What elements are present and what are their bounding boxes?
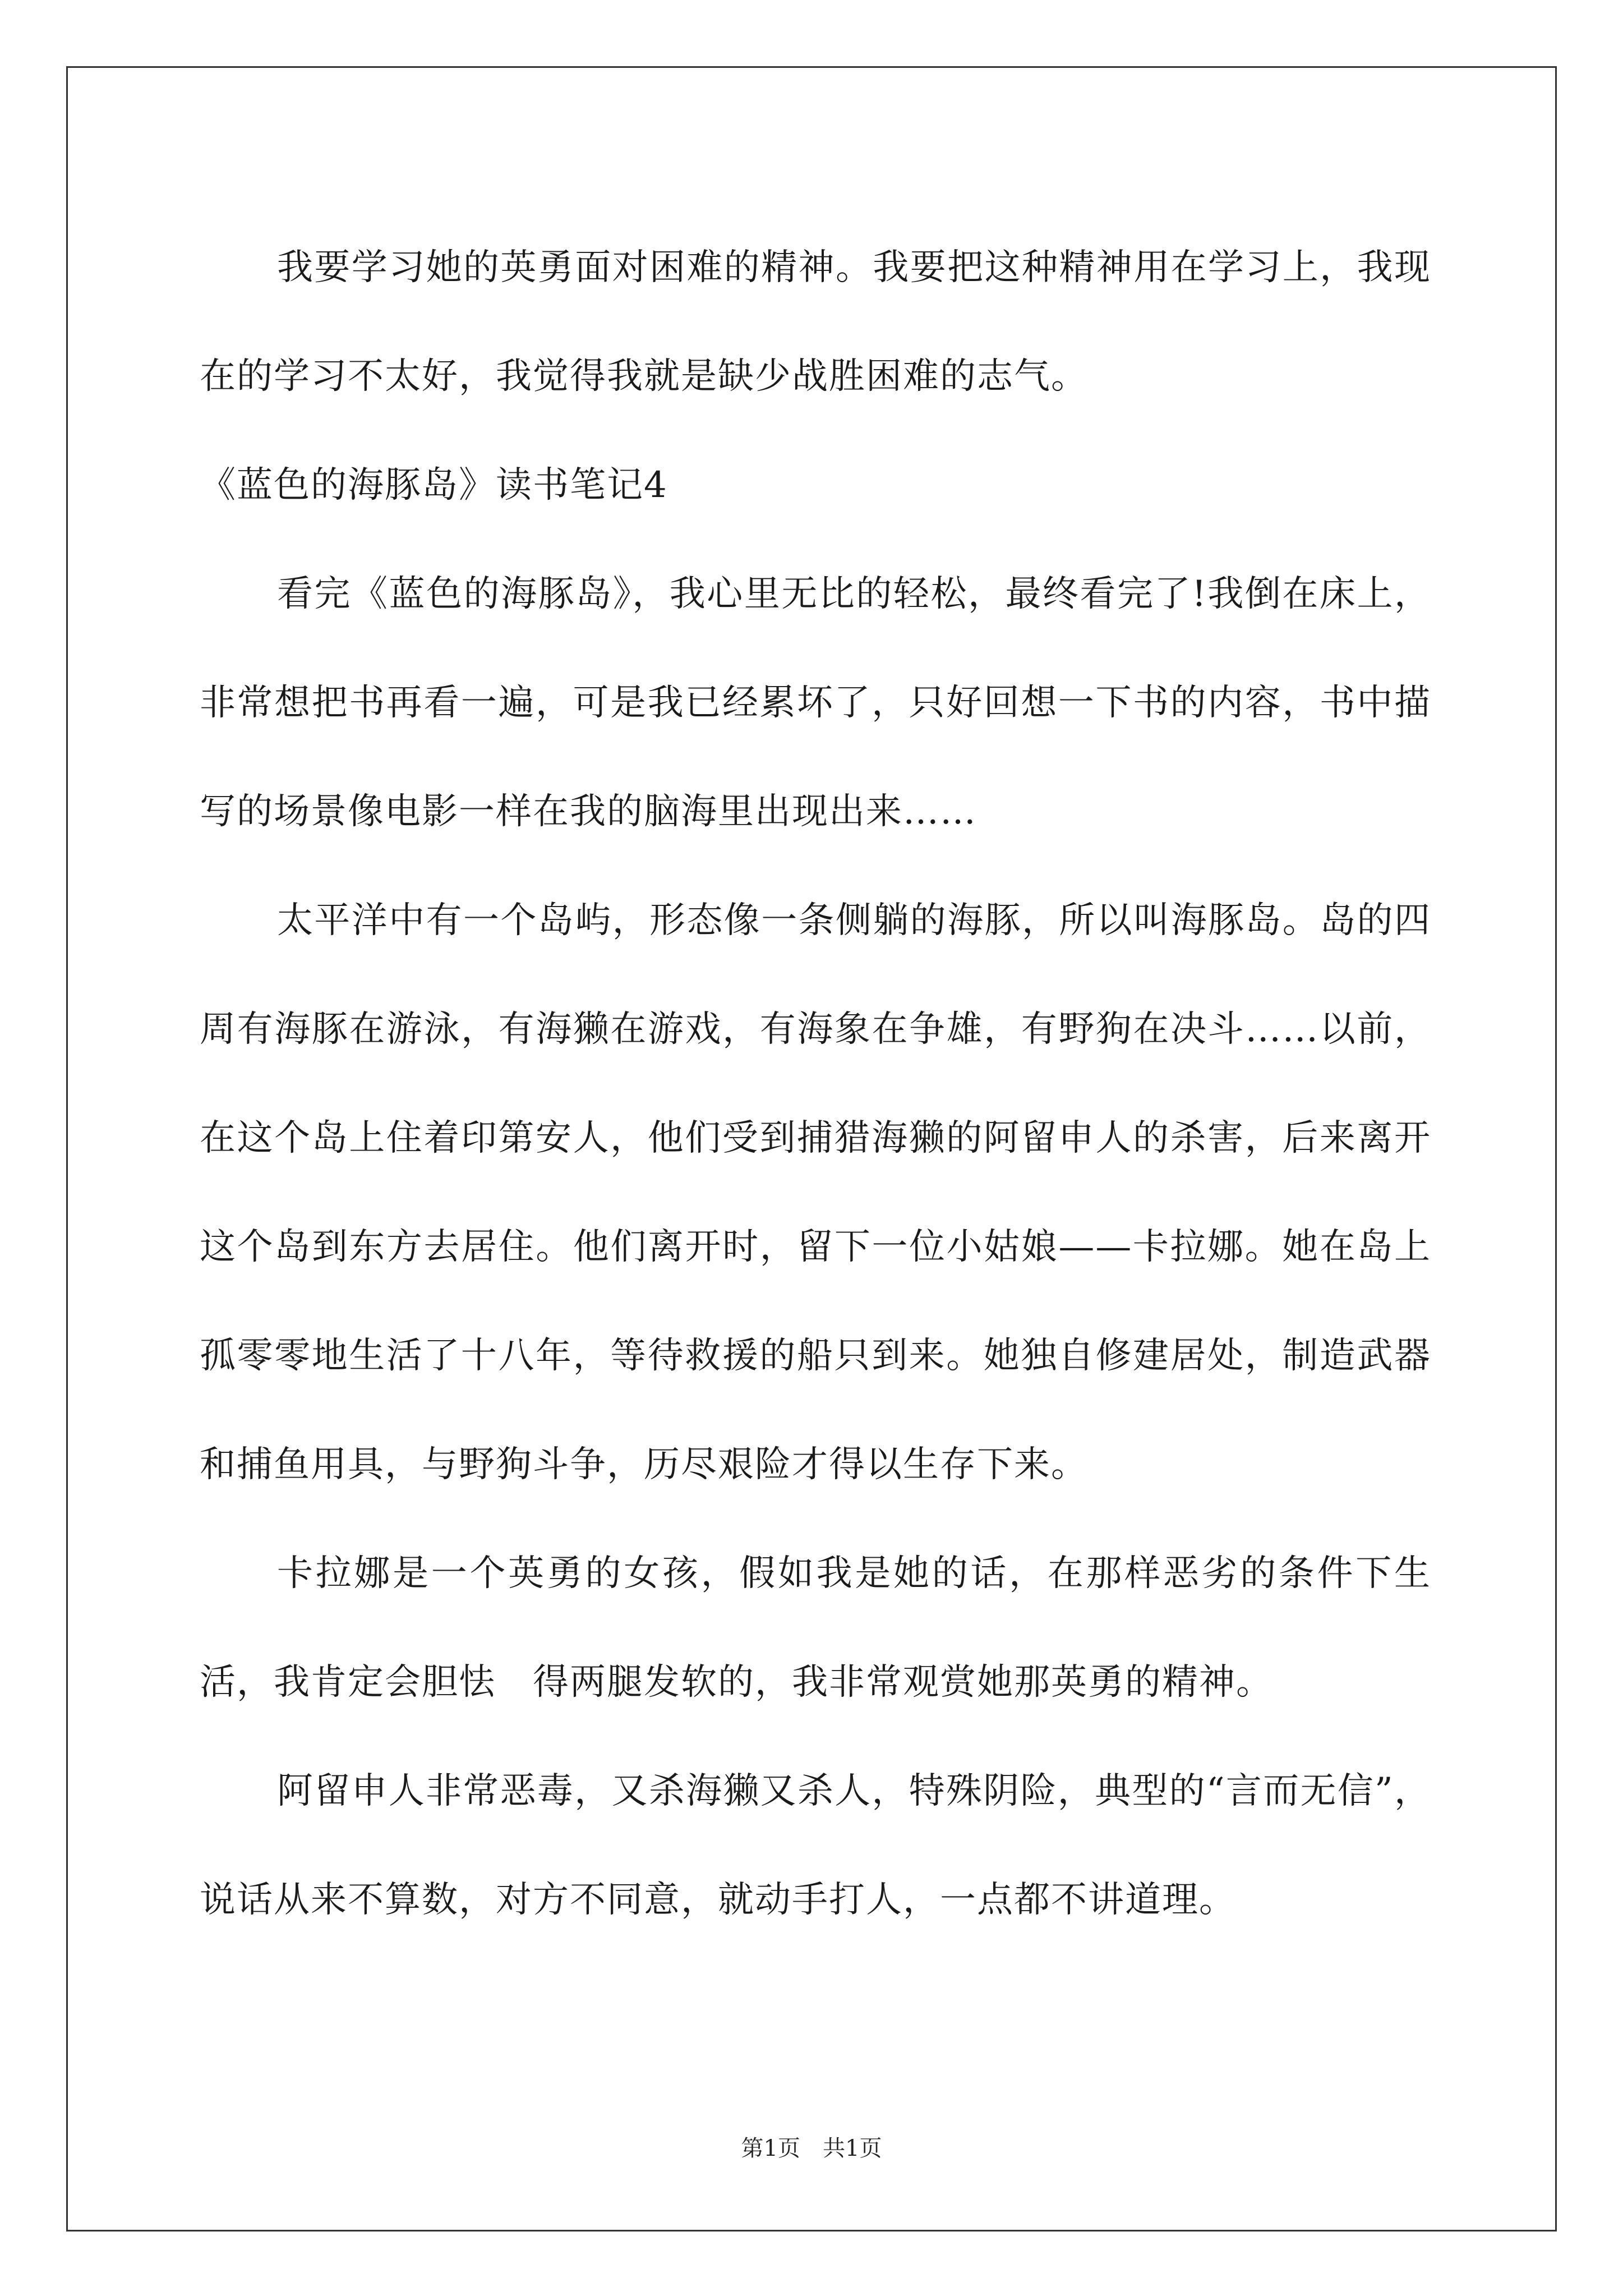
document-body	[200, 213, 1431, 1954]
paragraph: 阿留申人非常恶毒，又杀海獭又杀人，特殊阴险，典型的“言而无信”，说话从来不算数，对方不同意，就动手打人，一点都不讲道理。	[200, 1770, 1431, 1921]
paragraph: 卡拉娜是一个英勇的女孩，假如我是她的话，在那样恶劣的条件下生活，我肯定会胆怯 得两腿发软的，我非常观赏她那英勇的精神。	[200, 1553, 1431, 1703]
paragraph: 看完《蓝色的海豚岛》，我心里无比的轻松，最终看完了!我倒在床上，非常想把书再看一遍，可是我已经累坏了，只好回想一下书的内容，书中描写的场景像电影一样在我的脑海里出现出来……	[200, 573, 1431, 832]
paragraph: 太平洋中有一个岛屿，形态像一条侧躺的海豚，所以叫海豚岛。岛的四周有海豚在游泳，有海獭在游戏，有海象在争雄，有野狗在决斗……以前，在这个岛上住着印第安人，他们受到捕猎海獭的阿留申人的杀害，后来离开这个岛到东方去居住。他们离开时，留下一位小姑娘——卡拉娜。她在岛上孤零零地生活了十八年，等待救援的船只到来。她独自修建居处，制造武器和捕鱼用具，与野狗斗争，历尽艰险才得以生存下来。	[200, 900, 1431, 1485]
page-number-footer: 第1页 共1页	[741, 2136, 882, 2161]
paragraph: 我要学习她的英勇面对困难的精神。我要把这种精神用在学习上，我现在的学习不太好，我觉得我就是缺少战胜困难的志气。	[200, 247, 1431, 397]
section-heading: 《蓝色的海豚岛》读书笔记4	[200, 464, 668, 506]
